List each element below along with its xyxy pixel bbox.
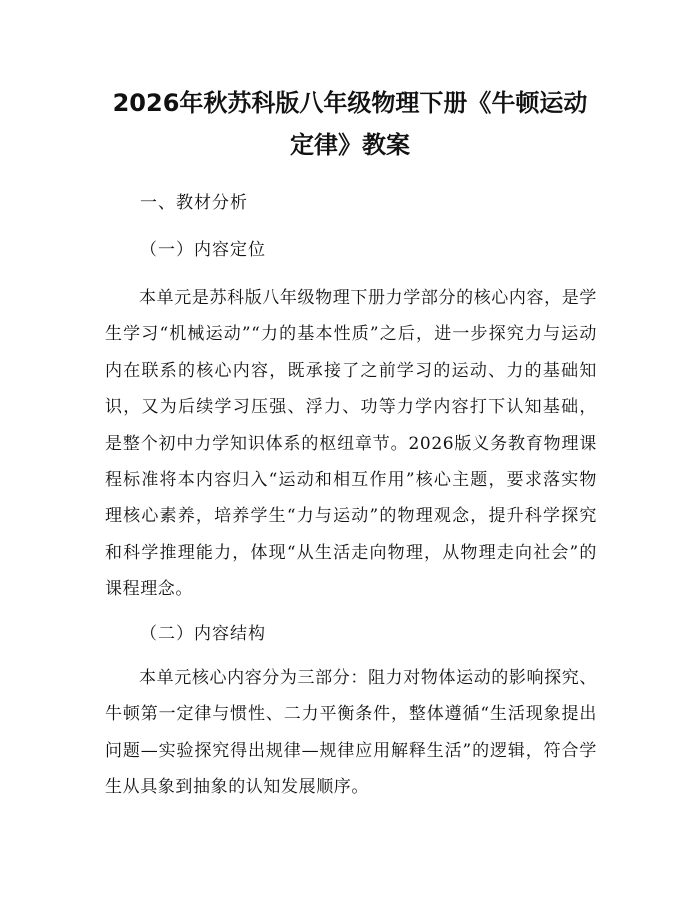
document-title-line-2: 定律》教案 [290,131,410,159]
paragraph-content-structure: 本单元核心内容分为三部分：阻力对物体运动的影响探究、牛顿第一定律与惯性、二力平衡条件，整体遵循“生活现象提出问题—实验探究得出规律—规律应用解释生活”的逻辑，符合学生从具象到抽象的认知发展顺序。 [105,668,597,798]
subsection-heading-content-positioning: （一）内容定位 [140,240,266,260]
paragraph-content-positioning: 本单元是苏科版八年级物理下册力学部分的核心内容，是学生学习“机械运动”“力的基本性质”之后，进一步探究力与运动内在联系的核心内容，既承接了之前学习的运动、力的基础知识，又为后续学习压强、浮力、功等力学内容打下认知基础，是整个初中力学知识体系的枢纽章节。2026版义务教育物理课程标准将本内容归入“运动和相互作用”核心主题，要求落实物理核心素养，培养学生“力与运动”的物理观念，提升科学探究和科学推理能力，体现“从生活走向物理，从物理走向社会”的课程理念。 [105,288,597,600]
section-heading-textbook-analysis: 一、教材分析 [140,193,248,213]
document-title-line-1: 2026年秋苏科版八年级物理下册《牛顿运动 [112,89,588,117]
subsection-heading-content-structure: （二）内容结构 [140,624,266,644]
